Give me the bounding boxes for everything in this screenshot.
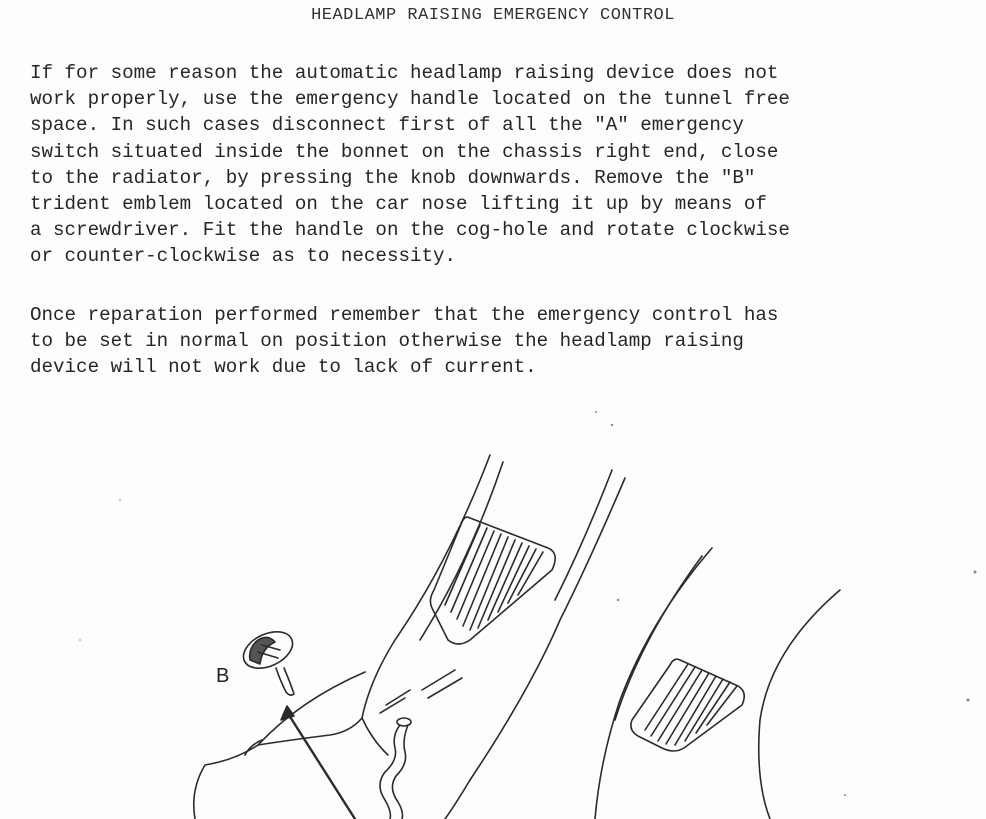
air-vent-right-grille <box>645 664 737 745</box>
car-nose-outline <box>194 672 365 819</box>
page-title: HEADLAMP RAISING EMERGENCY CONTROL <box>311 6 675 25</box>
text-line: If for some reason the automatic headlamp raising device does not <box>30 62 779 84</box>
car-nose-top <box>258 718 362 745</box>
bonnet-edge-center-inner <box>555 470 612 600</box>
label-b: B <box>216 665 230 687</box>
trident-emblem-fill <box>250 637 275 664</box>
text-line: trident emblem located on the car nose lifting it up by means of <box>30 193 767 216</box>
text-line: switch situated inside the bonnet on the chassis right end, close <box>30 140 779 163</box>
handle-grip <box>397 718 411 726</box>
text-line: to be set in normal on position otherwise the headlamp raising <box>30 330 744 353</box>
bonnet-outline-center <box>445 478 625 819</box>
instruction-paragraph-2 <box>30 302 778 381</box>
fender-right-edge <box>615 556 702 720</box>
instruction-paragraph-1 <box>30 60 790 270</box>
trident-emblem-stem <box>276 668 294 695</box>
text-line: Once reparation performed remember that the emergency control has <box>30 304 779 326</box>
fender-right-outer <box>759 590 840 819</box>
emergency-handle <box>380 725 400 819</box>
text-line: device will not work due to lack of current. <box>30 356 537 379</box>
trident-emblem <box>238 625 299 676</box>
text-line: space. In such cases disconnect first of all the "A" emergency <box>30 114 744 137</box>
air-vent-left-frame <box>430 517 555 644</box>
text-line: a screwdriver. Fit the handle on the cog-hole and rotate clockwise <box>30 219 790 242</box>
car-nose-drawing-icon <box>0 400 986 819</box>
text-line: work properly, use the emergency handle located on the tunnel free <box>30 88 790 111</box>
bonnet-outline-left <box>362 455 490 755</box>
text-line: to the radiator, by pressing the knob downwards. Remove the "B" <box>30 166 756 189</box>
arrow-shaft <box>287 712 355 819</box>
text-line: or counter-clockwise as to necessity. <box>30 245 457 268</box>
